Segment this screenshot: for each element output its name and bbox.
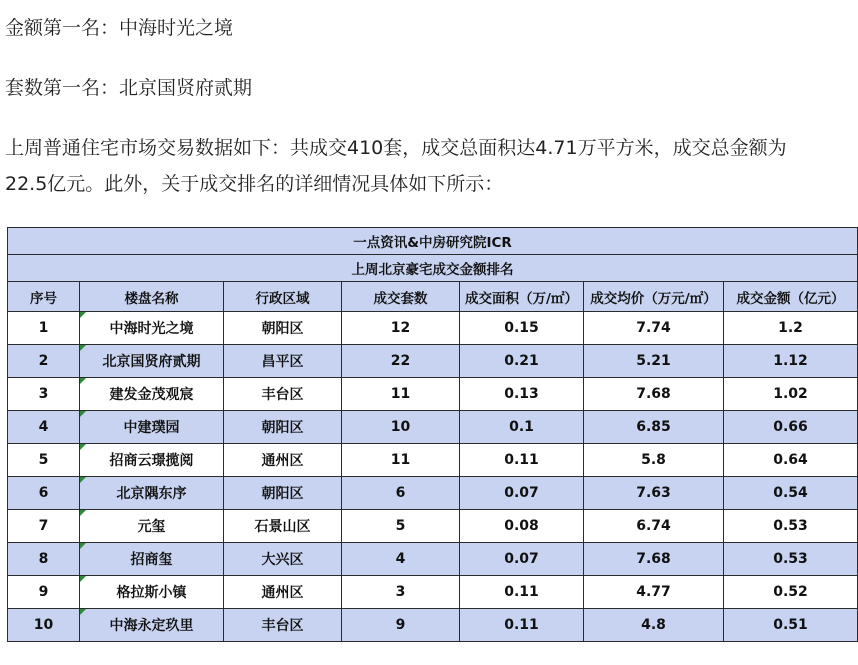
- column-header-amount: 成交金额（亿元）: [724, 282, 858, 312]
- table-row: [8, 312, 858, 345]
- amount-cell: 0.66: [724, 411, 858, 444]
- summary-paragraph: 上周普通住宅市场交易数据如下：共成交410套，成交总面积达4.71万平方米，成交总金额为22.5亿元。此外，关于成交排名的详细情况具体如下所示：: [5, 137, 787, 195]
- area-cell: 0.13: [460, 378, 584, 411]
- avg-price-cell: 7.63: [584, 477, 724, 510]
- avg-price-cell: 4.77: [584, 576, 724, 609]
- column-header-row: [8, 282, 858, 312]
- units-cell: 5: [342, 510, 460, 543]
- avg-price-cell: 6.85: [584, 411, 724, 444]
- amount-cell: 1.2: [724, 312, 858, 345]
- ranking-table-container: [7, 227, 845, 659]
- table-row: [8, 345, 858, 378]
- units-cell: 10: [342, 411, 460, 444]
- project-name-cell: 格拉斯小镇: [80, 576, 224, 609]
- ranking-table: [7, 227, 858, 642]
- units-cell: 11: [342, 378, 460, 411]
- amount-cell: 1.12: [724, 345, 858, 378]
- rank-cell: 6: [8, 477, 80, 510]
- column-header-avg-price: 成交均价（万元/㎡）: [584, 282, 724, 312]
- column-header-project: 楼盘名称: [80, 282, 224, 312]
- district-cell: 丰台区: [224, 378, 342, 411]
- avg-price-cell: 7.74: [584, 312, 724, 345]
- table-source: 一点资讯&中房研究院ICR: [8, 228, 858, 255]
- top-amount-line: 金额第一名：中海时光之境: [5, 17, 234, 39]
- area-cell: 0.08: [460, 510, 584, 543]
- amount-cell: 1.02: [724, 378, 858, 411]
- units-cell: 6: [342, 477, 460, 510]
- rank-cell: 8: [8, 543, 80, 576]
- amount-cell: 0.53: [724, 510, 858, 543]
- rank-cell: 5: [8, 444, 80, 477]
- table-row: [8, 510, 858, 543]
- units-cell: 11: [342, 444, 460, 477]
- column-header-rank: 序号: [8, 282, 80, 312]
- project-name-cell: 中建璞园: [80, 411, 224, 444]
- area-cell: 0.11: [460, 576, 584, 609]
- table-row: [8, 444, 858, 477]
- units-cell: 22: [342, 345, 460, 378]
- district-cell: 大兴区: [224, 543, 342, 576]
- units-cell: 3: [342, 576, 460, 609]
- top-units-line: 套数第一名：北京国贤府贰期: [5, 77, 253, 99]
- column-header-units: 成交套数: [342, 282, 460, 312]
- rank-cell: 2: [8, 345, 80, 378]
- area-cell: 0.07: [460, 477, 584, 510]
- area-cell: 0.11: [460, 609, 584, 642]
- avg-price-cell: 5.8: [584, 444, 724, 477]
- district-cell: 丰台区: [224, 609, 342, 642]
- units-cell: 12: [342, 312, 460, 345]
- rank-cell: 3: [8, 378, 80, 411]
- project-name-cell: 招商云璟揽阅: [80, 444, 224, 477]
- column-header-area: 成交面积（万/㎡）: [460, 282, 584, 312]
- table-row: [8, 378, 858, 411]
- district-cell: 昌平区: [224, 345, 342, 378]
- avg-price-cell: 7.68: [584, 378, 724, 411]
- table-title: 上周北京豪宅成交金额排名: [8, 255, 858, 282]
- units-cell: 9: [342, 609, 460, 642]
- rank-cell: 9: [8, 576, 80, 609]
- area-cell: 0.07: [460, 543, 584, 576]
- district-cell: 朝阳区: [224, 477, 342, 510]
- avg-price-cell: 4.8: [584, 609, 724, 642]
- area-cell: 0.15: [460, 312, 584, 345]
- project-name-cell: 中海永定玖里: [80, 609, 224, 642]
- project-name-cell: 建发金茂观宸: [80, 378, 224, 411]
- table-row: [8, 411, 858, 444]
- avg-price-cell: 7.68: [584, 543, 724, 576]
- table-row: [8, 543, 858, 576]
- area-cell: 0.21: [460, 345, 584, 378]
- rank-cell: 10: [8, 609, 80, 642]
- district-cell: 通州区: [224, 576, 342, 609]
- project-name-cell: 招商玺: [80, 543, 224, 576]
- area-cell: 0.11: [460, 444, 584, 477]
- district-cell: 石景山区: [224, 510, 342, 543]
- amount-cell: 0.53: [724, 543, 858, 576]
- amount-cell: 0.51: [724, 609, 858, 642]
- rank-cell: 1: [8, 312, 80, 345]
- table-row: [8, 609, 858, 642]
- project-name-cell: 北京国贤府贰期: [80, 345, 224, 378]
- district-cell: 通州区: [224, 444, 342, 477]
- amount-cell: 0.52: [724, 576, 858, 609]
- amount-cell: 0.64: [724, 444, 858, 477]
- area-cell: 0.1: [460, 411, 584, 444]
- rank-cell: 7: [8, 510, 80, 543]
- district-cell: 朝阳区: [224, 312, 342, 345]
- table-row: [8, 576, 858, 609]
- column-header-district: 行政区域: [224, 282, 342, 312]
- avg-price-cell: 6.74: [584, 510, 724, 543]
- project-name-cell: 中海时光之境: [80, 312, 224, 345]
- district-cell: 朝阳区: [224, 411, 342, 444]
- rank-cell: 4: [8, 411, 80, 444]
- project-name-cell: 元玺: [80, 510, 224, 543]
- project-name-cell: 北京隅东序: [80, 477, 224, 510]
- units-cell: 4: [342, 543, 460, 576]
- avg-price-cell: 5.21: [584, 345, 724, 378]
- amount-cell: 0.54: [724, 477, 858, 510]
- table-row: [8, 477, 858, 510]
